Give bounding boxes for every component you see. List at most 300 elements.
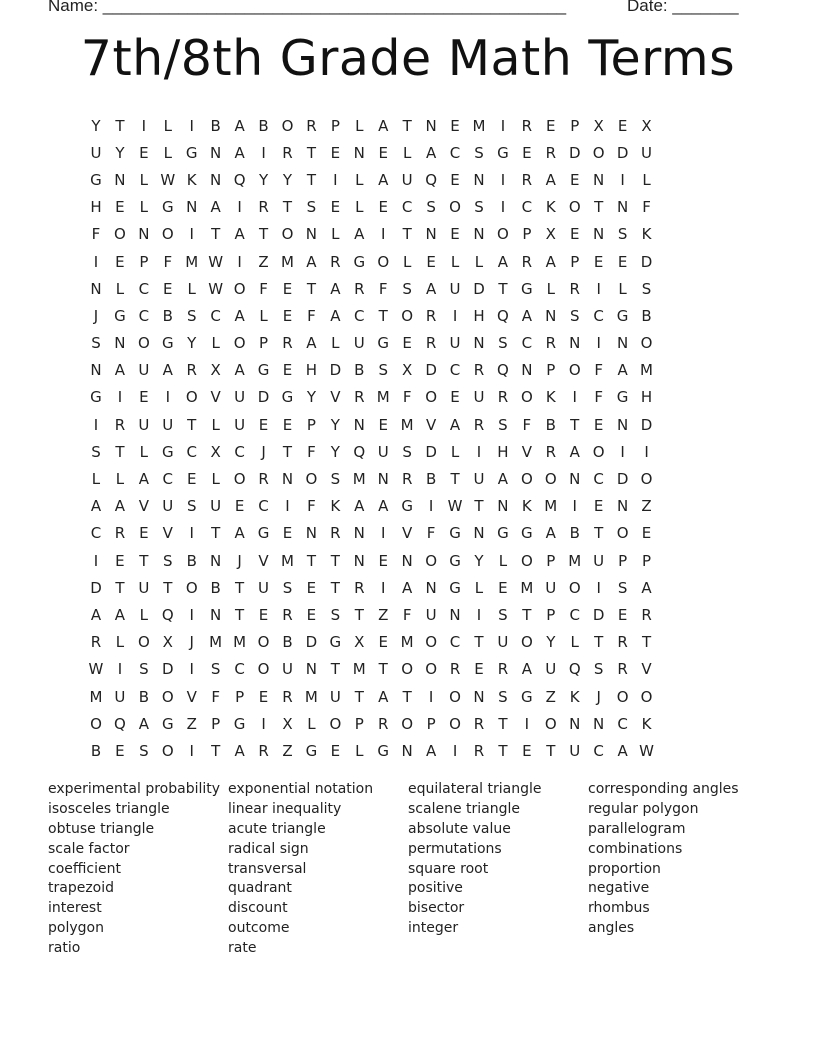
grid-row bbox=[84, 656, 659, 683]
grid-letter: L bbox=[402, 143, 412, 162]
grid-letter: C bbox=[521, 334, 533, 353]
grid-letter: R bbox=[449, 660, 461, 679]
word-item: linear inequality bbox=[228, 800, 342, 817]
grid-letter: O bbox=[568, 578, 581, 597]
grid-letter: K bbox=[641, 714, 652, 733]
grid-letter: O bbox=[377, 252, 390, 271]
grid-letter: U bbox=[425, 605, 437, 624]
grid-letter: V bbox=[521, 442, 532, 461]
grid-letter: N bbox=[90, 279, 102, 298]
grid-letter: L bbox=[331, 225, 340, 244]
grid-letter: I bbox=[596, 279, 601, 298]
grid-letter: U bbox=[593, 551, 605, 570]
grid-letter: L bbox=[163, 116, 172, 135]
grid-letter: Q bbox=[425, 170, 437, 189]
grid-letter: R bbox=[282, 605, 293, 624]
grid-letter: O bbox=[449, 198, 461, 217]
grid-letter: Q bbox=[161, 605, 174, 624]
grid-letter: V bbox=[138, 497, 149, 516]
word-list bbox=[48, 780, 768, 959]
grid-letter: S bbox=[593, 660, 604, 679]
grid-letter: F bbox=[259, 279, 268, 298]
grid-letter: I bbox=[189, 225, 194, 244]
grid-letter: E bbox=[330, 198, 341, 217]
grid-letter: V bbox=[402, 524, 413, 543]
grid-letter: V bbox=[330, 388, 341, 407]
grid-letter: T bbox=[402, 225, 412, 244]
grid-letter: U bbox=[497, 633, 509, 652]
word-item: negative bbox=[588, 880, 650, 897]
grid-letter: M bbox=[520, 578, 534, 597]
grid-letter: T bbox=[378, 660, 388, 679]
grid-letter: C bbox=[401, 198, 413, 217]
grid-letter: W bbox=[88, 660, 104, 679]
grid-letter: X bbox=[282, 714, 293, 733]
grid-letter: I bbox=[428, 687, 434, 706]
grid-letter: L bbox=[115, 633, 125, 652]
grid-letter: I bbox=[620, 442, 625, 461]
grid-letter: Y bbox=[282, 170, 293, 189]
grid-letter: P bbox=[426, 714, 436, 733]
grid-letter: R bbox=[114, 415, 126, 434]
grid-letter: I bbox=[189, 741, 194, 760]
grid-letter: T bbox=[235, 578, 245, 597]
grid-letter: P bbox=[235, 687, 245, 706]
grid-row bbox=[84, 275, 659, 302]
grid-letter: V bbox=[186, 687, 197, 706]
grid-letter: T bbox=[330, 578, 340, 597]
grid-letter: R bbox=[473, 361, 485, 380]
grid-letter: A bbox=[545, 252, 556, 271]
grid-letter: A bbox=[162, 361, 173, 380]
grid-letter: T bbox=[115, 442, 125, 461]
grid-letter: A bbox=[545, 524, 556, 543]
grid-letter: X bbox=[545, 225, 556, 244]
grid-letter: U bbox=[162, 497, 174, 516]
grid-letter: E bbox=[282, 415, 293, 434]
grid-letter: U bbox=[114, 687, 126, 706]
grid-letter: M bbox=[233, 633, 247, 652]
grid-letter: I bbox=[93, 252, 99, 271]
grid-letter: L bbox=[355, 741, 364, 760]
grid-letter: F bbox=[307, 306, 316, 325]
grid-letter: T bbox=[330, 660, 340, 679]
grid-letter: N bbox=[425, 225, 437, 244]
grid-letter: C bbox=[449, 143, 461, 162]
grid-letter: I bbox=[117, 660, 123, 679]
grid-letter: G bbox=[305, 741, 318, 760]
grid-letter: J bbox=[261, 442, 266, 461]
grid-letter: O bbox=[233, 334, 246, 353]
grid-letter: J bbox=[189, 633, 194, 652]
grid-letter: D bbox=[329, 361, 342, 380]
grid-letter: I bbox=[189, 116, 194, 135]
grid-letter: N bbox=[210, 551, 222, 570]
grid-letter: T bbox=[594, 198, 604, 217]
grid-letter: M bbox=[352, 660, 366, 679]
grid-letter: D bbox=[640, 252, 653, 271]
grid-letter: Q bbox=[568, 660, 581, 679]
grid-letter: N bbox=[593, 225, 605, 244]
grid-letter: P bbox=[570, 252, 580, 271]
grid-letter: Q bbox=[114, 714, 126, 733]
grid-letter: Z bbox=[641, 497, 652, 516]
grid-letter: D bbox=[473, 279, 485, 298]
grid-letter: L bbox=[211, 470, 220, 489]
grid-letter: E bbox=[115, 252, 125, 271]
grid-letter: O bbox=[640, 334, 653, 353]
grid-letter: N bbox=[449, 605, 461, 624]
grid-letter: U bbox=[138, 361, 150, 380]
grid-letter: A bbox=[330, 279, 341, 298]
grid-letter: O bbox=[161, 687, 174, 706]
grid-letter: E bbox=[617, 252, 628, 271]
grid-letter: X bbox=[593, 116, 604, 135]
grid-letter: G bbox=[449, 524, 461, 543]
grid-letter: R bbox=[282, 687, 293, 706]
grid-letter: M bbox=[352, 470, 366, 489]
grid-letter: O bbox=[161, 225, 174, 244]
grid-letter: M bbox=[472, 116, 486, 135]
grid-letter: A bbox=[378, 170, 389, 189]
grid-letter: I bbox=[524, 714, 530, 733]
grid-letter: G bbox=[114, 306, 126, 325]
grid-letter: A bbox=[354, 497, 365, 516]
grid-letter: U bbox=[377, 442, 389, 461]
grid-letter: R bbox=[354, 279, 365, 298]
word-item: isosceles triangle bbox=[48, 800, 170, 817]
grid-letter: E bbox=[378, 415, 388, 434]
grid-letter: A bbox=[425, 279, 437, 298]
grid-letter: O bbox=[185, 578, 198, 597]
grid-letter: A bbox=[138, 470, 149, 489]
grid-letter: T bbox=[211, 524, 221, 543]
grid-letter: S bbox=[641, 279, 652, 298]
grid-letter: G bbox=[161, 334, 174, 353]
grid-letter: R bbox=[90, 633, 102, 652]
word-column bbox=[48, 780, 228, 959]
grid-letter: E bbox=[115, 741, 125, 760]
grid-letter: O bbox=[520, 470, 533, 489]
grid-letter: G bbox=[377, 741, 390, 760]
grid-letter: N bbox=[353, 143, 365, 162]
grid-letter: N bbox=[401, 551, 413, 570]
grid-letter: D bbox=[257, 388, 270, 407]
grid-letter: S bbox=[91, 334, 101, 353]
grid-letter: O bbox=[592, 442, 605, 461]
grid-letter: Y bbox=[115, 143, 125, 162]
grid-row bbox=[84, 520, 659, 547]
word-column bbox=[588, 780, 768, 959]
grid-letter: T bbox=[306, 551, 316, 570]
grid-row bbox=[84, 574, 659, 601]
grid-letter: R bbox=[497, 388, 509, 407]
grid-letter: A bbox=[90, 605, 102, 624]
grid-letter: S bbox=[474, 198, 484, 217]
grid-letter: L bbox=[474, 252, 484, 271]
grid-letter: E bbox=[593, 497, 604, 516]
grid-letter: G bbox=[161, 442, 174, 461]
grid-letter: Y bbox=[187, 334, 197, 353]
grid-letter: T bbox=[211, 225, 221, 244]
grid-letter: I bbox=[476, 605, 482, 624]
grid-letter: L bbox=[618, 279, 627, 298]
grid-letter: N bbox=[473, 687, 485, 706]
grid-letter: F bbox=[307, 442, 316, 461]
grid-letter: A bbox=[378, 497, 389, 516]
word-column bbox=[228, 780, 408, 959]
grid-letter: L bbox=[259, 306, 268, 325]
grid-letter: N bbox=[616, 198, 629, 217]
grid-letter: R bbox=[545, 143, 556, 162]
grid-letter: N bbox=[569, 334, 581, 353]
grid-letter: N bbox=[114, 334, 126, 353]
grid-letter: Y bbox=[258, 170, 269, 189]
grid-letter: R bbox=[282, 334, 293, 353]
grid-letter: O bbox=[497, 225, 509, 244]
grid-letter: I bbox=[141, 116, 147, 135]
grid-letter: M bbox=[89, 687, 103, 706]
grid-letter: N bbox=[305, 524, 318, 543]
grid-letter: S bbox=[617, 225, 628, 244]
grid-letter: E bbox=[402, 334, 412, 353]
grid-row bbox=[84, 411, 659, 438]
grid-letter: S bbox=[498, 415, 508, 434]
grid-letter: O bbox=[449, 714, 461, 733]
grid-letter: L bbox=[331, 334, 340, 353]
grid-letter: E bbox=[378, 551, 388, 570]
grid-letter: N bbox=[593, 714, 605, 733]
grid-letter: G bbox=[90, 388, 102, 407]
grid-letter: T bbox=[498, 741, 508, 760]
grid-letter: O bbox=[640, 470, 653, 489]
grid-letter: R bbox=[473, 415, 485, 434]
grid-letter: A bbox=[306, 252, 317, 271]
grid-letter: P bbox=[642, 551, 652, 570]
grid-letter: I bbox=[237, 198, 242, 217]
word-item: bisector bbox=[408, 900, 465, 917]
grid-letter: L bbox=[307, 714, 316, 733]
grid-letter: U bbox=[210, 497, 222, 516]
grid-letter: N bbox=[425, 578, 437, 597]
grid-letter: S bbox=[330, 470, 341, 489]
grid-letter: O bbox=[281, 116, 294, 135]
grid-letter: I bbox=[333, 170, 338, 189]
grid-letter: E bbox=[617, 116, 628, 135]
grid-letter: E bbox=[306, 578, 317, 597]
grid-letter: B bbox=[186, 551, 197, 570]
grid-letter: O bbox=[425, 388, 437, 407]
grid-letter: N bbox=[473, 334, 485, 353]
grid-letter: A bbox=[425, 143, 437, 162]
grid-letter: R bbox=[617, 633, 628, 652]
grid-letter: I bbox=[428, 497, 434, 516]
date-field-label: Date: _______ bbox=[627, 0, 739, 15]
grid-letter: J bbox=[596, 687, 601, 706]
grid-letter: W bbox=[160, 170, 176, 189]
grid-letter: F bbox=[402, 388, 412, 407]
grid-letter: B bbox=[210, 578, 221, 597]
grid-letter: N bbox=[90, 361, 102, 380]
grid-letter: S bbox=[282, 578, 293, 597]
grid-letter: A bbox=[234, 225, 245, 244]
grid-letter: D bbox=[592, 605, 605, 624]
grid-letter: I bbox=[189, 524, 194, 543]
grid-letter: N bbox=[210, 143, 222, 162]
word-item: parallelogram bbox=[588, 820, 686, 837]
grid-letter: O bbox=[544, 470, 557, 489]
grid-letter: N bbox=[473, 170, 485, 189]
grid-letter: K bbox=[641, 225, 652, 244]
grid-letter: E bbox=[450, 170, 460, 189]
grid-letter: A bbox=[114, 605, 126, 624]
grid-letter: A bbox=[402, 578, 413, 597]
grid-letter: B bbox=[354, 361, 365, 380]
grid-letter: N bbox=[210, 605, 222, 624]
grid-letter: T bbox=[235, 605, 245, 624]
grid-letter: I bbox=[596, 334, 601, 353]
grid-letter: X bbox=[162, 633, 173, 652]
grid-letter: O bbox=[233, 279, 246, 298]
grid-letter: T bbox=[474, 497, 484, 516]
grid-letter: I bbox=[117, 388, 123, 407]
grid-letter: T bbox=[378, 306, 388, 325]
grid-letter: R bbox=[258, 470, 269, 489]
grid-letter: V bbox=[162, 524, 173, 543]
grid-letter: C bbox=[593, 306, 604, 325]
grid-letter: A bbox=[641, 578, 652, 597]
grid-letter: K bbox=[521, 497, 532, 516]
grid-letter: R bbox=[497, 660, 509, 679]
grid-letter: N bbox=[138, 225, 150, 244]
grid-letter: B bbox=[258, 116, 269, 135]
grid-letter: A bbox=[234, 116, 245, 135]
grid-letter: R bbox=[425, 306, 437, 325]
grid-letter: H bbox=[305, 361, 318, 380]
grid-letter: O bbox=[137, 633, 150, 652]
grid-letter: E bbox=[450, 388, 460, 407]
word-item: rhombus bbox=[588, 900, 650, 917]
grid-letter: G bbox=[497, 524, 509, 543]
grid-letter: G bbox=[257, 361, 270, 380]
grid-letter: B bbox=[425, 470, 437, 489]
grid-row bbox=[84, 166, 659, 193]
word-item: corresponding angles bbox=[588, 781, 739, 797]
grid-letter: M bbox=[400, 415, 414, 434]
grid-letter: L bbox=[546, 279, 555, 298]
grid-letter: F bbox=[642, 198, 651, 217]
word-item: integer bbox=[408, 920, 459, 937]
grid-letter: U bbox=[473, 388, 485, 407]
grid-letter: L bbox=[91, 470, 101, 489]
grid-letter: N bbox=[305, 225, 318, 244]
grid-letter: R bbox=[330, 252, 341, 271]
grid-letter: U bbox=[234, 415, 246, 434]
grid-letter: A bbox=[378, 687, 389, 706]
grid-letter: B bbox=[641, 306, 652, 325]
grid-letter: S bbox=[186, 497, 197, 516]
grid-letter: D bbox=[616, 470, 629, 489]
grid-letter: I bbox=[93, 415, 99, 434]
grid-letter: U bbox=[162, 415, 174, 434]
grid-letter: S bbox=[402, 442, 412, 461]
grid-letter: B bbox=[545, 415, 556, 434]
grid-letter: T bbox=[282, 442, 293, 461]
grid-row bbox=[84, 248, 659, 275]
grid-letter: O bbox=[401, 660, 414, 679]
grid-letter: L bbox=[139, 198, 149, 217]
grid-letter: G bbox=[257, 524, 270, 543]
grid-letter: A bbox=[114, 497, 126, 516]
grid-letter: R bbox=[521, 170, 533, 189]
grid-letter: F bbox=[594, 361, 603, 380]
grid-letter: M bbox=[400, 633, 414, 652]
grid-letter: S bbox=[330, 605, 341, 624]
grid-letter: T bbox=[402, 687, 412, 706]
grid-letter: N bbox=[401, 741, 413, 760]
grid-letter: A bbox=[521, 306, 532, 325]
grid-letter: R bbox=[617, 660, 628, 679]
grid-letter: E bbox=[186, 470, 197, 489]
grid-letter: F bbox=[307, 497, 316, 516]
grid-letter: W bbox=[208, 252, 224, 271]
grid-letter: E bbox=[522, 143, 532, 162]
word-item: equilateral triangle bbox=[408, 781, 542, 797]
grid-letter: E bbox=[258, 415, 269, 434]
grid-letter: I bbox=[261, 714, 266, 733]
grid-row bbox=[84, 330, 659, 357]
grid-letter: S bbox=[498, 605, 508, 624]
grid-letter: I bbox=[189, 660, 194, 679]
grid-letter: T bbox=[594, 633, 604, 652]
grid-letter: T bbox=[306, 170, 316, 189]
grid-letter: R bbox=[401, 470, 413, 489]
grid-letter: S bbox=[210, 660, 221, 679]
word-item: absolute value bbox=[408, 820, 511, 837]
word-item: positive bbox=[408, 880, 463, 897]
grid-letter: A bbox=[497, 252, 509, 271]
grid-letter: L bbox=[211, 415, 220, 434]
grid-letter: M bbox=[280, 551, 294, 570]
grid-letter: B bbox=[138, 687, 149, 706]
grid-letter: L bbox=[211, 334, 220, 353]
grid-letter: I bbox=[381, 225, 386, 244]
word-item: outcome bbox=[228, 920, 290, 937]
grid-row bbox=[84, 302, 659, 329]
grid-letter: H bbox=[497, 442, 509, 461]
grid-letter: X bbox=[210, 442, 221, 461]
grid-letter: S bbox=[498, 334, 508, 353]
grid-letter: O bbox=[401, 306, 414, 325]
grid-letter: E bbox=[234, 497, 245, 516]
grid-letter: R bbox=[473, 741, 485, 760]
grid-letter: U bbox=[449, 334, 461, 353]
grid-letter: L bbox=[115, 470, 125, 489]
grid-letter: G bbox=[377, 334, 390, 353]
grid-letter: N bbox=[425, 116, 437, 135]
grid-letter: I bbox=[500, 116, 506, 135]
word-item: obtuse triangle bbox=[48, 820, 155, 837]
grid-letter: L bbox=[355, 198, 364, 217]
grid-letter: O bbox=[185, 388, 198, 407]
grid-letter: Q bbox=[233, 170, 246, 189]
word-column bbox=[408, 780, 588, 959]
grid-letter: L bbox=[450, 252, 460, 271]
grid-row bbox=[84, 357, 659, 384]
word-item: regular polygon bbox=[588, 800, 699, 817]
grid-letter: O bbox=[616, 524, 629, 543]
grid-letter: O bbox=[161, 741, 174, 760]
